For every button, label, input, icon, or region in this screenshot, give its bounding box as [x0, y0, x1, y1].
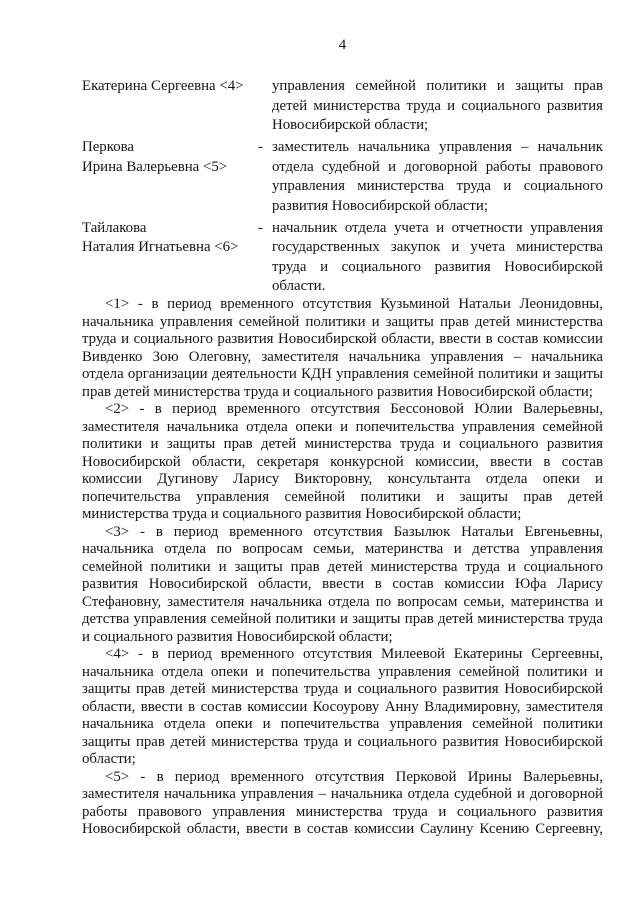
member-surname: Перкова [82, 139, 135, 155]
member-dash: - [258, 139, 263, 155]
member-name-cell [82, 138, 258, 216]
member-surname: Тайлакова [82, 219, 147, 236]
member-row [82, 77, 603, 136]
member-position: заместитель начальника управления – начальник отдела судебной и договорной работы правового управления министерства труда и социального развития Новосибирской области; [272, 139, 603, 214]
footnote-2: <2> - в период временного отсутствия Бессоновой Юлии Валерьевны, заместителя начальника отдела опеки и попечительства управления семейной политики и защиты прав детей министерства труда и социального развития Новосибирской области, секретаря конкурсной комиссии, ввести в состав комиссии Дугинову Ларису Викторовну, консультанта отдела опеки и попечительства управления семейной политики и защиты прав детей министерства труда и социального развития Новосибирской области; [82, 401, 603, 522]
member-full-name: Ирина Валерьевна <5> [82, 158, 228, 175]
footnote-4: <4> - в период временного отсутствия Милеевой Екатерины Сергеевны, начальника отдела опеки и попечительства управления семейной политики и защиты прав детей министерства труда и социального развития Новосибирской области, ввести в состав комиссии Косоурову Анну Владимировну, заместителя начальника отдела опеки и попечительства управления семейной политики защиты прав детей министерства труда и социального развития Новосибирской области; [82, 646, 603, 767]
footnote-1: <1> - в период временного отсутствия Кузьминой Натальи Леонидовны, начальника управления семейной политики и защиты прав детей министерства труда и социального развития Новосибирской области, ввести в состав комиссии Вивденко Зою Олеговну, заместителя начальника управления – начальника отдела организации деятельности КДН управления семейной политики и защиты прав детей министерства труда и социального развития Новосибирской области; [82, 296, 603, 400]
footnote-5: <5> - в период временного отсутствия Перковой Ирины Валерьевны, заместителя начальника управления – начальника отдела судебной и договорной работы правового управления министерства труда и социального развития Новосибирской области, ввести в состав комиссии Саулину Ксению Сергеевну, [82, 768, 603, 837]
member-row [82, 219, 603, 297]
member-position: управления семейной политики и защиты прав детей министерства труда и социального развития Новосибирской области; [272, 78, 603, 133]
member-name-cell [82, 219, 258, 297]
member-full-name: Наталия Игнатьевна <6> [82, 239, 239, 255]
footnote-3: <3> - в период временного отсутствия Базылюк Натальи Евгеньевны, начальника отдела по вопросам семьи, материнства и детства управления семейной политики и защиты прав детей министерства труда и социального развития Новосибирской области, ввести в состав комиссии Юфа Ларису Стефановну, заместителя начальника отдела по вопросам семьи, материнства и детства управления семейной политики и защиты прав детей министерства труда и социального развития Новосибирской области; [82, 523, 603, 645]
member-position: начальник отдела учета и отчетности управления государственных закупок и учета министерства труда и социального развития Новосибирской области. [272, 219, 603, 294]
member-dash: - [258, 219, 263, 236]
member-full-name: Екатерина Сергеевна <4> [82, 78, 244, 94]
member-dash-spacer [258, 77, 272, 136]
commission-members-list [82, 77, 603, 299]
member-row [82, 138, 603, 216]
member-name-cell [82, 77, 258, 136]
footnotes [82, 296, 603, 839]
page-number: 4 [338, 37, 347, 53]
